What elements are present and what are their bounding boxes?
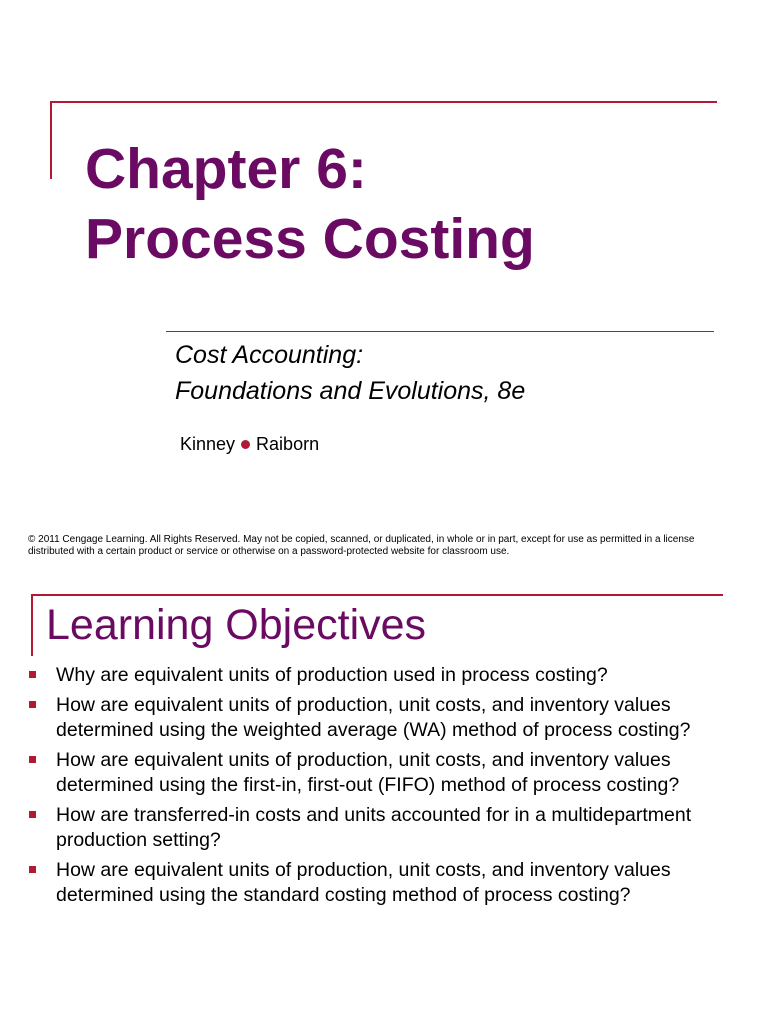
list-item: [0, 858, 768, 909]
book-title-line2: Foundations and Evolutions, 8e: [175, 377, 526, 405]
book-title-line1: Cost Accounting:: [175, 341, 364, 369]
author-name: Kinney: [180, 434, 236, 454]
square-bullet-icon: [29, 701, 36, 708]
objective-text: How are equivalent units of production, unit costs, and inventory values determined using the first-in, first-out (FIFO) method of process costing?: [56, 748, 680, 796]
objective-text: How are equivalent units of production, unit costs, and inventory values determined using the standard costing method of process costing?: [56, 858, 671, 906]
chapter-title-line1: Chapter 6:: [85, 137, 367, 201]
bullet-dot-icon: [241, 440, 250, 449]
list-item: [0, 748, 768, 799]
subtitle-divider: [166, 331, 714, 332]
author-name: Raiborn: [256, 434, 320, 454]
objective-text: Why are equivalent units of production used in process costing?: [56, 664, 608, 686]
objectives-frame-top-rule: [31, 594, 723, 596]
chapter-title: [85, 134, 535, 274]
square-bullet-icon: [29, 671, 36, 678]
objective-text: How are equivalent units of production, unit costs, and inventory values determined using the weighted average (WA) method of process costing?: [56, 693, 691, 741]
title-frame-left-rule: [50, 101, 52, 179]
chapter-title-line2: Process Costing: [85, 207, 535, 271]
square-bullet-icon: [29, 866, 36, 873]
authors: [180, 433, 319, 455]
book-title: [175, 337, 525, 409]
title-frame-top-rule: [50, 101, 717, 103]
copyright-notice: © 2011 Cengage Learning. All Rights Reserved. May not be copied, scanned, or duplicated, in whole or in part, except for use as permitted in a license distributed with a certain product or service or otherwise on a password-protected website for classroom use.: [28, 534, 695, 557]
square-bullet-icon: [29, 756, 36, 763]
objectives-list: [0, 663, 768, 913]
list-item: [0, 693, 768, 744]
square-bullet-icon: [29, 811, 36, 818]
objectives-heading: Learning Objectives: [46, 601, 427, 649]
list-item: [0, 803, 768, 854]
list-item: [0, 663, 768, 689]
objectives-frame-left-rule: [31, 594, 33, 656]
objectives-slide: [0, 575, 768, 1024]
objective-text: How are transferred-in costs and units accounted for in a multidepartment production setting?: [56, 803, 692, 851]
